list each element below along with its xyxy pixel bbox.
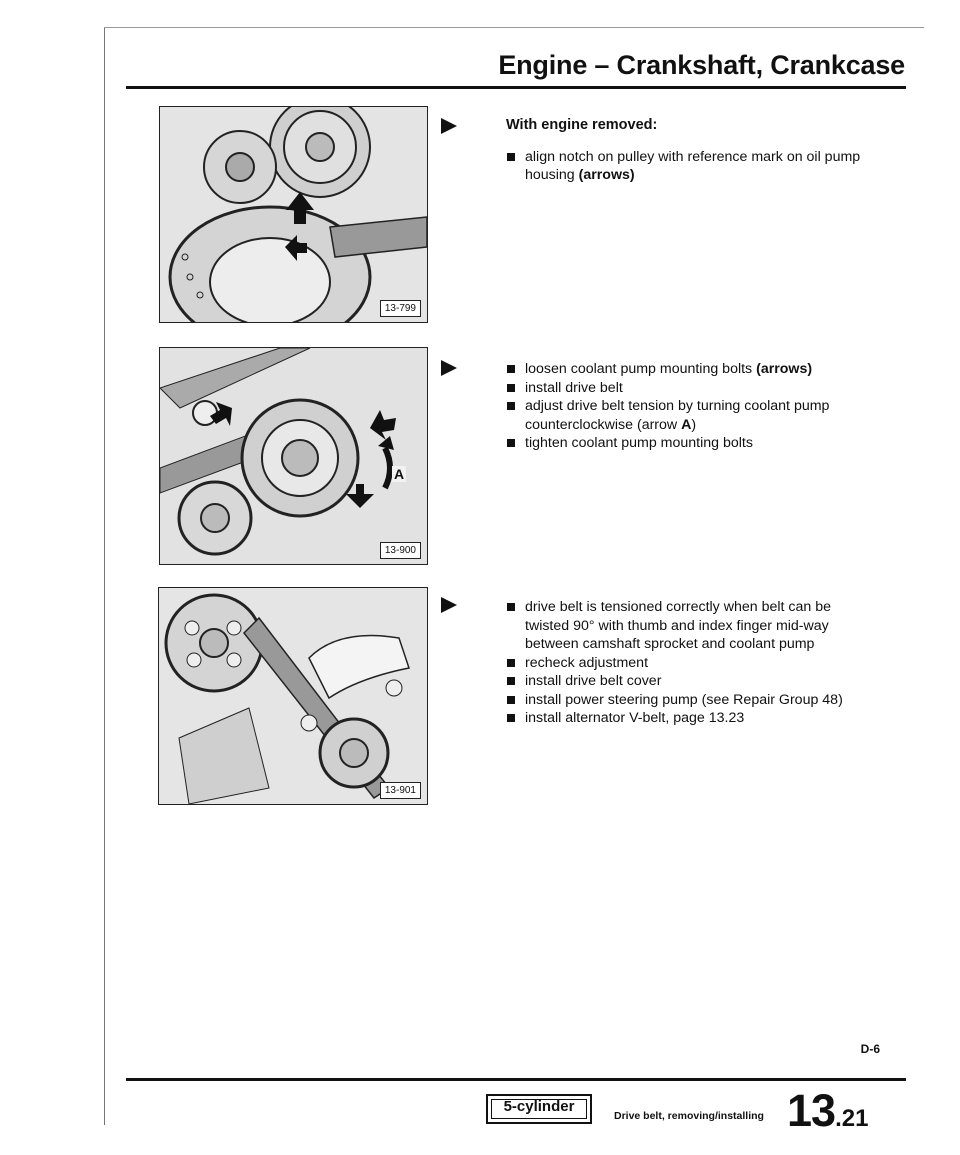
instruction-list bbox=[506, 148, 876, 185]
instruction-item bbox=[506, 691, 876, 710]
instruction-item bbox=[506, 397, 876, 434]
instruction-item bbox=[506, 709, 876, 728]
title-rule bbox=[126, 86, 906, 89]
bullet-square-icon bbox=[507, 384, 515, 392]
bullet-square-icon bbox=[507, 659, 515, 667]
instruction-item bbox=[506, 379, 876, 398]
page-number-major: 13 bbox=[787, 1085, 836, 1136]
instruction-list bbox=[506, 360, 876, 453]
bullet-square-icon bbox=[507, 439, 515, 447]
bullet-square-icon bbox=[507, 603, 515, 611]
coolant-pump-illustration bbox=[160, 348, 427, 564]
instruction-item bbox=[506, 434, 876, 453]
pulley-illustration bbox=[160, 107, 427, 322]
top-border bbox=[104, 27, 924, 28]
section-heading: With engine removed: bbox=[506, 117, 658, 133]
marker-a-label: A bbox=[394, 466, 405, 482]
page-title: Engine – Crankshaft, Crankcase bbox=[498, 50, 905, 80]
instruction-text: adjust drive belt tension by turning coolant pump counterclockwise (arrow bbox=[525, 398, 830, 433]
instruction-emphasis: A bbox=[681, 416, 692, 433]
instruction-item bbox=[506, 148, 876, 185]
figure-coolant-pump bbox=[159, 347, 428, 565]
instruction-item bbox=[506, 672, 876, 691]
figure-pulley-alignment bbox=[159, 106, 428, 323]
page-number bbox=[787, 1085, 868, 1137]
pointer-arrow-icon bbox=[441, 597, 457, 613]
bullet-square-icon bbox=[507, 714, 515, 722]
instruction-text: tighten coolant pump mounting bolts bbox=[525, 435, 753, 451]
instruction-item bbox=[506, 598, 876, 654]
bottom-rule bbox=[126, 1078, 906, 1081]
bullet-square-icon bbox=[507, 696, 515, 704]
bullet-square-icon bbox=[507, 365, 515, 373]
left-margin-line bbox=[104, 28, 105, 1125]
instruction-section-coolant-pump bbox=[506, 360, 876, 453]
instruction-text: loosen coolant pump mounting bolts bbox=[525, 361, 757, 377]
instruction-emphasis: (arrows) bbox=[756, 361, 813, 377]
footer-section-title: Drive belt, removing/installing bbox=[614, 1110, 764, 1122]
bullet-square-icon bbox=[507, 677, 515, 685]
instruction-section-belt-check bbox=[506, 598, 876, 728]
instruction-item bbox=[506, 360, 876, 379]
instruction-list bbox=[506, 598, 876, 728]
variant-badge: 5-cylinder bbox=[486, 1094, 592, 1124]
instruction-text: drive belt is tensioned correctly when belt can be twisted 90° with thumb and index finger mid-way between camshaft sprocket and coolant pump bbox=[525, 599, 831, 652]
instruction-text: install drive belt cover bbox=[525, 673, 662, 689]
instruction-text: ) bbox=[691, 416, 697, 433]
figure-number: 13-799 bbox=[380, 300, 421, 317]
instruction-text: install drive belt bbox=[525, 379, 623, 396]
instruction-item bbox=[506, 654, 876, 673]
bullet-square-icon bbox=[507, 153, 515, 161]
instruction-text: install power steering pump (see Repair Group 48) bbox=[525, 691, 843, 708]
belt-tension-illustration bbox=[159, 588, 427, 804]
instruction-text: install alternator V-belt, page 13.23 bbox=[525, 710, 745, 726]
instruction-section-engine-removed bbox=[506, 116, 876, 185]
document-code: D-6 bbox=[860, 1042, 880, 1056]
figure-number: 13-901 bbox=[380, 782, 421, 799]
instruction-text: align notch on pulley with reference mark on oil pump housing bbox=[525, 148, 861, 183]
pointer-arrow-icon bbox=[441, 360, 457, 376]
figure-belt-tension bbox=[158, 587, 428, 805]
pointer-arrow-icon bbox=[441, 118, 457, 134]
figure-number: 13-900 bbox=[380, 542, 421, 559]
instruction-emphasis: (arrows) bbox=[578, 167, 635, 183]
page-number-minor: .21 bbox=[835, 1105, 869, 1132]
instruction-text: recheck adjustment bbox=[525, 654, 649, 671]
bullet-square-icon bbox=[507, 402, 515, 410]
